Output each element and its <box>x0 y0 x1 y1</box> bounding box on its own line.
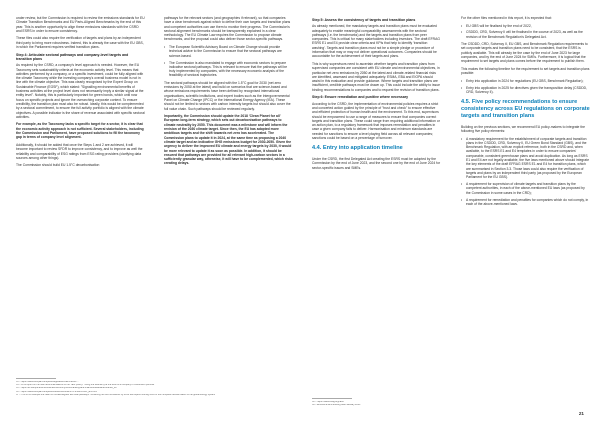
list-item: • The European Scientific Advisory Board on Climate Change should provide technical advice to the Commission to ensure that the sectoral pathways are science-based. <box>164 45 293 58</box>
step-5-heading: Step 5: Assess the consistency of targets and transition plans <box>312 18 416 22</box>
paragraph: According to the CSRD, the implementation of environmental policies requires a strict and concerted action guided by the principle of "trust and check" to ensure effective and efficient protection of human health and the environment. To this end, supervisors should be empowered to use a range of measures to ensure that companies correct targets and transition plans. These could range from requiring additional information or an action plan, to a regulatory framework that imposes remediation and penalties in case a given company fails to deliver. Harmonisation and minimum standards are needed for sanctions to ensure a level playing field across all relevant companies; sanctions could be based on a percentage of turnover. <box>312 101 440 141</box>
footnotes-right <box>312 401 452 407</box>
paragraph: As already mentioned, the mandatory targets and transition plans must be evaluated adequately to enable meaningful comparability assessments with the sectoral pathways (i.e. the benchmarks) and the targets and transition plans from peer companies. This is critical for many stakeholders including investors. The draft EFRAG ESRS E1 and E4 provide clear criteria and KPIs that help to identify 'transition washing'. Targets and transition plans must not be a simple pledge or procedure of information that may or may not deliver operational outcomes. Companies should be accountable for the achievement of their targets and plans. <box>312 24 440 59</box>
footnote: 58 – https://www.efrag.org/lab6 <box>312 401 344 403</box>
step-4-heading: Step 4: Articulate sectoral pathways and company-level targets and transition plans <box>16 52 129 61</box>
footnote: 59 – EFRAG ESRS working draft January 2023 <box>312 404 361 407</box>
step-6-heading: Step 6: Ensure remediation and punitive where necessary <box>312 95 409 100</box>
list-item: • A mandatory requirement for the establishment of corporate targets and transition plans in the CSDDD, CRD, Solvency II, EU Green Bond Standard (GBS), and the Benchmark Regulation, with an explicit reference, both in the CSRD and, when available, to the ESRS E1 and E4 templates in order to ensure companies' comparable, consistent greenhouse plans and avoid duplication. As long as ESRS E1 and E4 are not legally available, the five laws mentioned above should integrate the key elements of the draft EFRAG ESRS E1 and E4 for transition plans, which are summarised in Section 3.3. Those laws could also require the verification of targets and plans by an independent third party (as proposed by the European Parliament for the EU GBS). <box>461 137 590 180</box>
page-number: 21 <box>578 411 584 416</box>
list-item: • CSDDD, CRD, Solvency II will be finalised in the course of 2023, as well as the revision of the Benchmark Regulation's Delegated Act. <box>461 30 590 39</box>
paragraph: Under the CSRD, the first Delegated Act creating the ESRS must be adopted by the Commission by the end of June 2023, and the second one by the end of June 2024 for sector-specific issues and SMEs. <box>312 157 441 170</box>
footnote-divider <box>312 398 352 399</box>
paragraph: This is why supervisors need to ascertain whether targets and transition plans from supervised companies are consistent with EU climate and environmental objectives, in particular net zero emissions by 2050 at the latest and climate-related financial risks are identified, assessed and mitigated adequately. ESMA, EBA and EIOPA should assist in this evaluation and provide guidance. Where targets and transition plans are insufficient, credible pathways must be drawn up. This could include the ability to issue binding recommendations to companies and to request the revision of transition plans. <box>312 61 440 92</box>
column-2 <box>164 16 293 169</box>
list-item: • Entry into application in 2025 for directives given the transposition delay (CSDDD, CRD, Solvency II). <box>461 86 590 95</box>
footnote: 53 – https://www.europarl.europa.eu/legislative-train/theme-... <box>16 381 79 383</box>
paragraph: This makes the following timeline for the requirement to set targets and transition plans possible: <box>461 66 590 76</box>
footnotes-left <box>16 381 306 397</box>
paragraph: Building on the previous sections, we recommend EU policy-makers to integrate the following five policy elements: <box>461 124 585 133</box>
column-3 <box>312 16 441 173</box>
paragraph: The sectoral pathways should be aligned with the 1.5°C goal for 2030 (net zero emissions by 2050 at the latest) and build on scenarios that are science-based and whose emissions requirements have been defined by recognised international organisations, scientific institutions, and expert bodies such as the Intergovernmental Panel on Climate Change (IPCC) or the International Energy Agency (IEA). These should not be limited to sectors with carbon intensity targets but should also cover the full value chain. Such pathways should be reviewed regularly. <box>164 80 291 111</box>
bullet-list <box>164 45 293 78</box>
bullet-list <box>461 137 590 207</box>
paragraph: For the other files mentioned in this report, it is expected that: <box>461 16 552 20</box>
paragraph: Importantly, the Commission should update the 2018 'Clean Planet for all' European long-term strategy, which sets out decarbonisation pathways to climate neutrality by 2050. This document was a milestone and will inform the revision of the 2030 climate target. Since then, the EU has adopted more ambitious targets and the shift towards net zero has accelerated. The Commission plans to update it in 2024, at the same time as proposing a 2040 climate target and an indicative GHG emissions budget for 2030-2050. Given the urgency to deliver the improved EU climate and energy targets by 2030, it would be more relevant to update it as soon as possible. In addition, it should be ensured that pathways are provided for all relevant high-carbon sectors in a sufficiently granular way, otherwise, it will have to be complemented, which risks creating delays. <box>164 114 293 166</box>
footnote-divider <box>16 378 56 379</box>
column-1 <box>16 16 145 171</box>
section-4-4-heading: 4.4. Entry into application timeline <box>312 145 403 152</box>
footnote: 55 – https://ec.europa.eu/info/business-economy-euro/banking-and-finance/sustainable-finance_en <box>16 387 117 390</box>
paragraph: The CSDDD, CRD, Solvency II, EU GBS, and Benchmark Regulation requirements to set corporate targets and transition plans need to be consistent, that the ESRS is publicly available. This will already be the case by the end of June 2023 for large companies, and by the end of June 2024 for SMEs. Furthermore, it is logical that the requirement to set targets and plans comes before the requirement to publish them. <box>461 42 588 64</box>
bullet-list <box>461 24 590 39</box>
column-4 <box>461 16 590 209</box>
list-item: • The Commission is also mandated to engage with economic sectors to prepare indicative sectoral pathways. This is relevant to ensure that the pathways will be truly implemented by companies, with the necessary economic analysis of the feasibility of sectoral trajectories. <box>164 61 293 78</box>
footnote: 54 – In its report on the final recommendations of the TEG (2020): "Using the taxonomy at the level of a company or investment portfolio" <box>16 384 155 387</box>
paragraph: The Commission should build EU 1.5°C decarbonisation <box>16 163 100 168</box>
list-item: • EU GBS will be finalised by the end of 2022, <box>461 24 590 28</box>
list-item: • A requirement for supervision of climate targets and transition plans by the competent authorities, in each of the above-mentioned EU laws (as proposed by the Commission in some cases in the CRD); <box>461 182 590 195</box>
bullet-list <box>461 79 590 94</box>
paragraph: These files could also require the verification of targets and plans by an independent third party to bring more robustness. Indeed, this is already the case with the EU GBS, in which the Parliament requires verified transition plans. <box>16 36 144 50</box>
paragraph: Additionally, it should be added that once the Steps 1 and 2 are achieved, it will become important to review SFDR to improve consistency, and to improve as well the reliability and comparability of ESG ratings from ESG rating providers (clarifying data sources among other things). <box>16 142 143 160</box>
list-item: • A requirement for remediation and penalties for companies which do not comply, in each of the above-mentioned laws. <box>461 198 590 207</box>
paragraph: As required by the CSRD, a company's level approach is needed. However, the EU Taxonomy sets sustainability criteria at the economic activity level. This means that activities performed by a company, or a specific investment, could be fully aligned with the climate Taxonomy while the investing company's overall business model is not in line with the climate objective. This was clearly recognised by the Expert Group on Sustainable Finance (EGSF), which stated: "Signalling environmental benefits of business activities at the project level does not necessarily imply a similar signal at the entity level". Notably, this is particularly important for green bonds, which until now focus on specific projects and ignore the overarching corporate context. To ensure credibility, the transition plan must also be robust. Ideally, this would be complemented by a sectoral commitment, to ensure the full activity portfolio is aligned with the climate objectives. A possible indicator is the share of revenue associated with specific sectoral activities. <box>16 63 145 119</box>
paragraph: under review, but the Commission is required to review the emissions standards for EU Climate Transition Benchmarks and EU Paris-Aligned Benchmarks by the end of this year. This is another opportunity to align these emissions standards with the CSRD and ESRS in order to ensure consistency. <box>16 16 145 33</box>
list-item: • Entry into application in 2024 for regulations (EU GBS, Benchmark Regulation); <box>461 79 590 83</box>
section-4-5-heading: 4.5. Five policy recommendations to ensure consistency across EU regulations on corporate targets and transition plans <box>461 99 590 119</box>
paragraph: pathways for the relevant sectors (and geographies if relevant), so that companies have a clear benchmark against which to define their own targets and transition plans and competent authorities can use them to monitor their progress. The Commission's sectoral alignment benchmarks should be transparently explained in a clear methodology. The EU Climate Law requires the Commission to propose climate benchmarks, and the proposal could also deliver those sector-specific pathways. <box>164 16 291 42</box>
footnote: 57 – This is for example the case for climate-aligned IEA NZE pathways: 'Achieving net zero emissions by 2050 will require nothing short of the complete transformation of the global energy system' <box>16 393 216 396</box>
footnote: 56 – https://www.europarl.europa.eu/doceo/document/TA-9-2022-0xxx_EN.html <box>16 390 97 393</box>
paragraph: For example, as the Taxonomy lacks a specific target for a sector, it is clear that the economic activity approach is not sufficient. Several stakeholders, including the Commission and Parliament, have proposed solutions to fill the taxonomy gap in terms of company level alignment. <box>16 122 144 140</box>
